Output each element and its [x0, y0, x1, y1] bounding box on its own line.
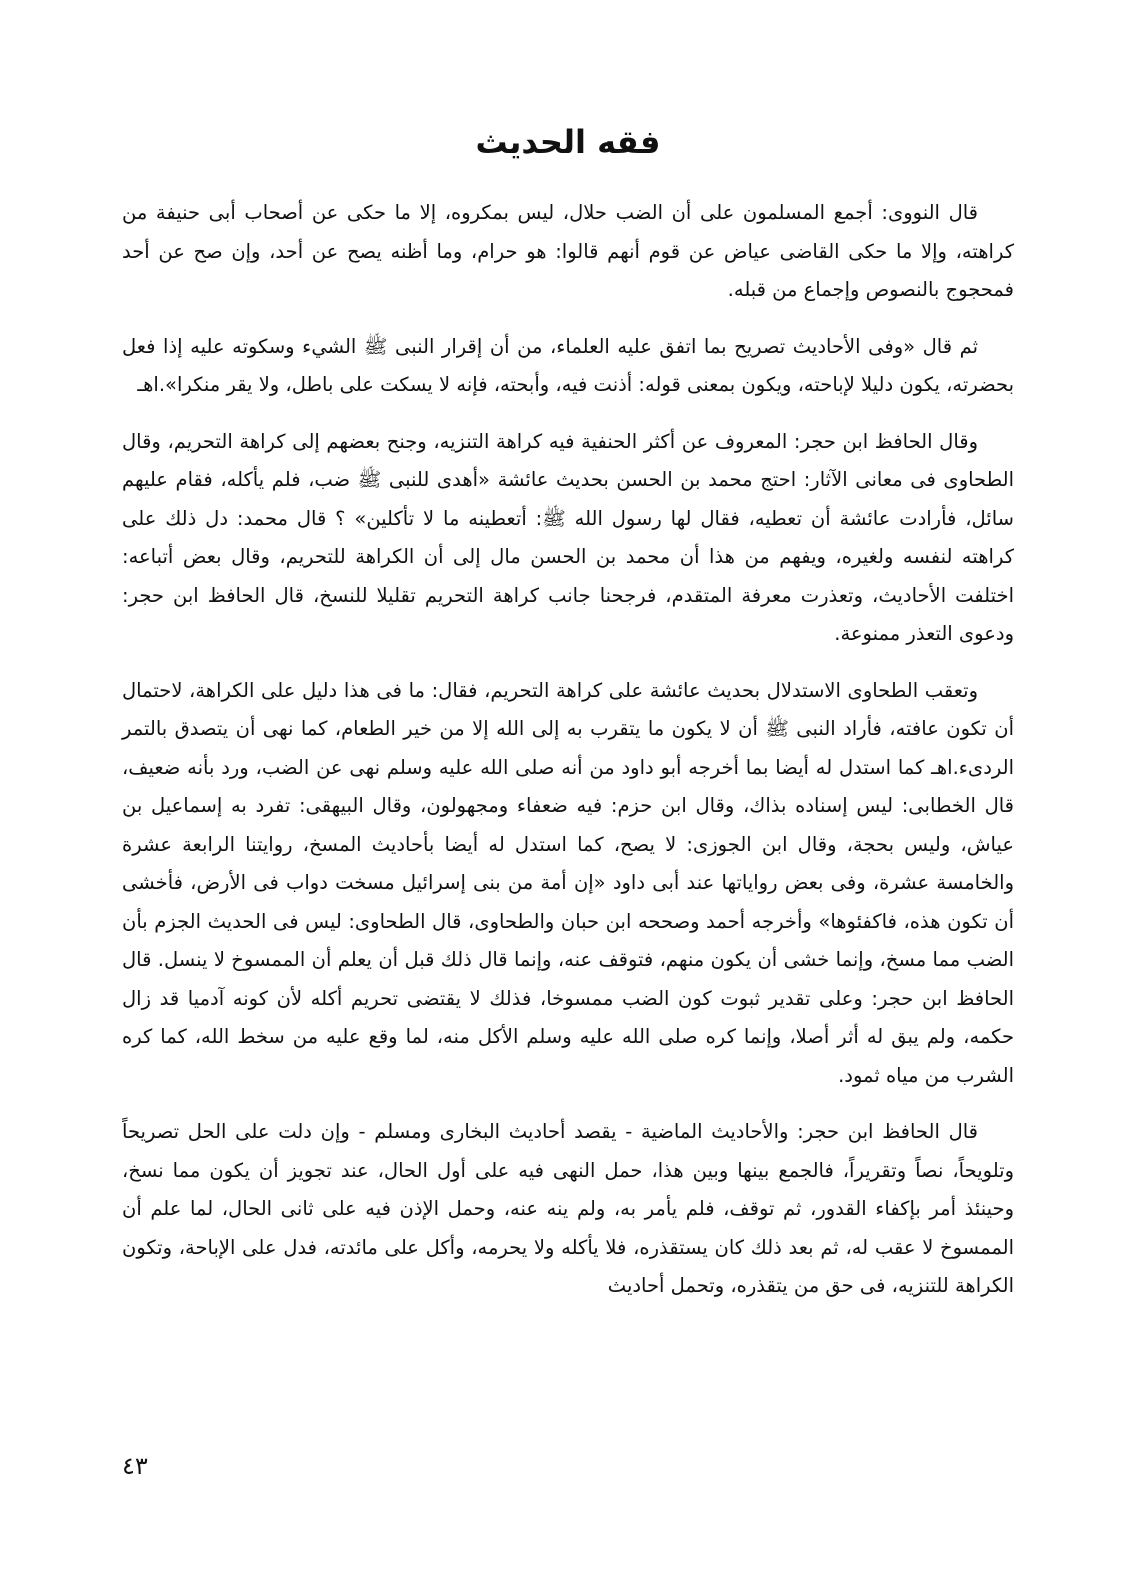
page-number: ٤٣: [122, 1452, 148, 1480]
paragraph-2: ثم قال «وفى الأحاديث تصريح بما اتفق عليه العلماء، من أن إقرار النبى ﷺ الشيء وسكوته عليه إذا فعل بحضرته، يكون دليلا لإباحته، ويكون بمعنى قوله: أذنت فيه، وأبحته، فإنه لا يسكت على باطل، ولا يقر منكرا».اهـ: [122, 334, 1014, 396]
paragraph-4: وتعقب الطحاوى الاستدلال بحديث عائشة على كراهة التحريم، فقال: ما فى هذا دليل على الكراهة، لاحتمال أن تكون عافته، فأراد النبى ﷺ أن لا يكون ما يتقرب به إلى الله إلا من خير الطعام، كما نهى أن يتصدق بالتمر الردىء.اهـ كما استدل له أيضا بما أخرجه أبو داود من أنه صلى الله عليه وسلم نهى عن الضب، ورد بأنه ضعيف، قال الخطابى: ليس إسناده بذاك، وقال ابن حزم: فيه ضعفاء ومجهولون، وقال البيهقى: تفرد به إسماعيل بن عياش، وليس بحجة، وقال ابن الجوزى: لا يصح، كما استدل له أيضا بأحاديث المسخ، روايتنا الرابعة عشرة والخامسة عشرة، وفى بعض رواياتها عند أبى داود «إن أمة من بنى إسرائيل مسخت دواب فى الأرض، فأخشى أن تكون هذه، فاكفئوها» وأخرجه أحمد وصححه ابن حبان والطحاوى، قال الطحاوى: ليس فى الحديث الجزم بأن الضب مما مسخ، وإنما خشى أن يكون منهم، فتوقف عنه، وإنما قال ذلك قبل أن يعلم أن الممسوخ لا ينسل. قال الحافظ ابن حجر: وعلى تقدير ثبوت كون الضب ممسوخا، فذلك لا يقتضى تحريم أكله لأن كونه آدميا قد زال حكمه، ولم يبق له أثر أصلا، وإنما كره صلى الله عليه وسلم الأكل منه، لما وقع عليه من سخط الله، كما كره الشرب من مياه ثمود.: [122, 678, 1014, 1087]
paragraph-3: وقال الحافظ ابن حجر: المعروف عن أكثر الحنفية فيه كراهة التنزيه، وجنح بعضهم إلى كراهة التحريم، وقال الطحاوى فى معانى الآثار: احتج محمد بن الحسن بحديث عائشة «أهدى للنبى ﷺ ضب، فلم يأكله، فقام عليهم سائل، فأرادت عائشة أن تعطيه، فقال لها رسول الله ﷺ: أتعطينه ما لا تأكلين» ؟ قال محمد: دل ذلك على كراهته لنفسه ولغيره، ويفهم من هذا أن محمد بن الحسن مال إلى أن الكراهة للتحريم، وقال بعض أتباعه: اختلفت الأحاديث، وتعذرت معرفة المتقدم، فرجحنا جانب كراهة التحريم تقليلا للنسخ، قال الحافظ ابن حجر: ودعوى التعذر ممنوعة.: [122, 429, 1014, 645]
paragraph-1: قال النووى: أجمع المسلمون على أن الضب حلال، ليس بمكروه، إلا ما حكى عن أصحاب أبى حنيفة من كراهته، وإلا ما حكى القاضى عياض عن قوم أنهم قالوا: هو حرام، وما أظنه يصح عن أحد، وإن صح عن أحد فمحجوج بالنصوص وإجماع من قبله.: [122, 201, 1014, 301]
paragraph-5: قال الحافظ ابن حجر: والأحاديث الماضية - يقصد أحاديث البخارى ومسلم - وإن دلت على الحل تصريحاً وتلويحاً، نصاً وتقريراً، فالجمع بينها وبين هذا، حمل النهى فيه على أول الحال، عند تجويز أن يكون مما نسخ، وحينئذ أمر بإكفاء القدور، ثم توقف، فلم يأمر به، ولم ينه عنه، وحمل الإذن فيه على ثانى الحال، لما علم أن الممسوخ لا عقب له، ثم بعد ذلك كان يستقذره، فلا يأكله ولا يحرمه، وأكل على مائدته، فدل على الإباحة، وتكون الكراهة للتنزيه، فى حق من يتقذره، وتحمل أحاديث: [122, 1120, 1014, 1297]
page-content: [122, 118, 1014, 1324]
page-title: فقه الحديث: [475, 123, 661, 161]
